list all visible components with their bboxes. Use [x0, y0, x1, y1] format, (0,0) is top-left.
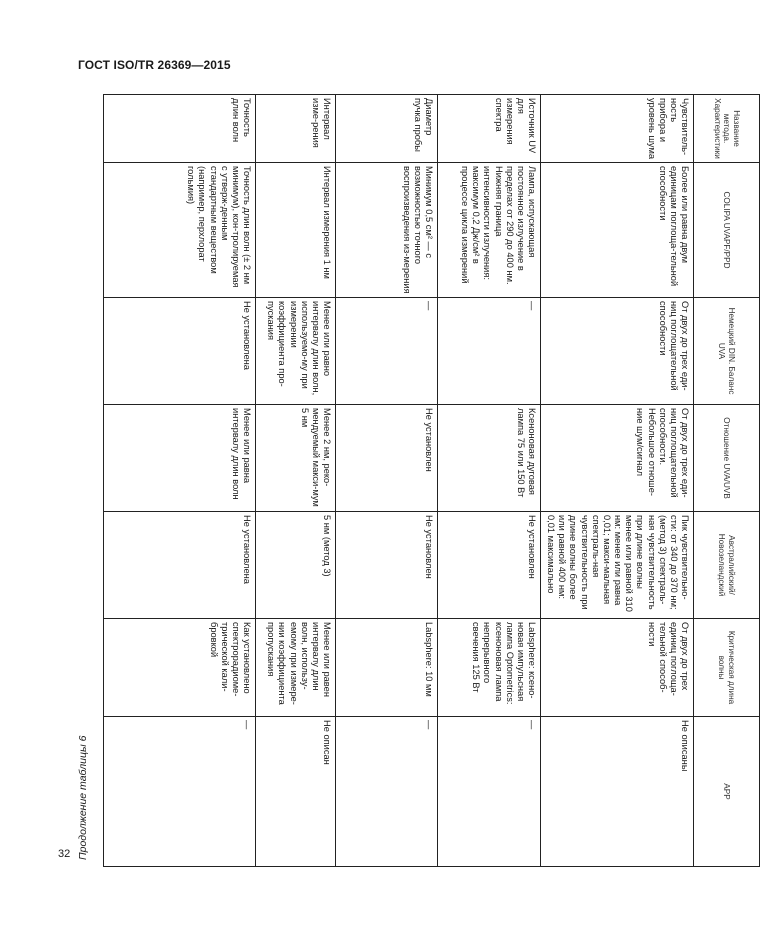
table-cell: Диаметр пучка пробы	[336, 95, 438, 163]
header-cell: APP	[694, 717, 760, 867]
page-number: 32	[58, 848, 71, 860]
header-cell: Отношение UVA/UVB	[694, 405, 760, 512]
table-cell: Интервал измерения 1 нм	[256, 163, 336, 298]
table-cell: Ксеноновая дуговая лампа 75 или 150 Вт	[438, 405, 541, 512]
table-cell: Минимум 0,5 см² — с возможностью точного воспроизведения из-мерения	[336, 163, 438, 298]
table-cell: —	[104, 717, 256, 867]
table-cell: Точность длин волн	[104, 95, 256, 163]
table-cell: —	[336, 717, 438, 867]
table-container	[104, 94, 760, 866]
table-cell: Лампа, испускающая постоянное излучение в пределах от 290 до 400 нм. Нижняя граница интенсивности излучения: максимум 0,2 Дж/см² в процессе цикла измерений	[438, 163, 541, 298]
table-cell: Не описан	[256, 717, 336, 867]
table-cell: Более или равна двум единицам поглоща-тельной способности	[541, 163, 694, 298]
table-cell: Как установлено спектрорадиоме-трической кали-бровкой	[104, 619, 256, 717]
table-cell: Менее или равно интервалу длин волн, используемо-му при измерении коэффициента про-пускания	[256, 298, 336, 405]
table-cell: Интервал изме-рения	[256, 95, 336, 163]
table-cell: Labsphere: ксено-новая импульсная лампа Optometrics: ксеноновая лампа непрерывного свечения 125 Вт	[438, 619, 541, 717]
table-cell: От двух до трех еди-ниц поглощательной способности	[541, 298, 694, 405]
table-cell: —	[336, 298, 438, 405]
table-cell: Не описаны	[541, 717, 694, 867]
table-row	[104, 95, 256, 867]
table-cell: От двух до трех еди-ниц поглощательной способности. Небольшое отноше-ние шум/сигнал	[541, 405, 694, 512]
table-cell: —	[438, 717, 541, 867]
table-cell: Менее 2 нм, реко-мендуемый макси-мум 5 нм	[256, 405, 336, 512]
header-cell: COLIPA UVAPF/PPD	[694, 163, 760, 298]
table-cell: 5 нм (метод 3)	[256, 512, 336, 619]
table-caption: Продолжение таблицы 6	[77, 735, 89, 860]
table-cell: Менее или равен интервалу длин волн, использу-емому при измере-нии коэффициента пропускания	[256, 619, 336, 717]
table-cell: —	[438, 298, 541, 405]
table-row	[336, 95, 438, 867]
table-row	[256, 95, 336, 867]
header-title: ГОСТ ISO/TR 26369—2015	[78, 58, 231, 72]
table-cell: От двух до трех единиц поглоща-тельной способ-ности	[541, 619, 694, 717]
table-cell: Labsphere: 10 мм	[336, 619, 438, 717]
table-cell: Точность длин волн (± 2 нм минимум), кон-тролируемая с утверж-денным стандартным веществом (например, перхлорат гольмия)	[104, 163, 256, 298]
table-cell: Менее или равна интервалу длин волн	[104, 405, 256, 512]
table-cell: Не установлен	[336, 512, 438, 619]
header-cell: Название метода. Характеристики	[694, 95, 760, 163]
header-cell: Критическая длина волны	[694, 619, 760, 717]
comparison-table	[103, 94, 760, 867]
table-cell: Не установлена	[104, 512, 256, 619]
table-cell: Не установлен	[438, 512, 541, 619]
table-row	[438, 95, 541, 867]
table-cell: Не установлен	[336, 405, 438, 512]
header-cell: Австралийский/ Новозеландский	[694, 512, 760, 619]
table-cell: Источник UV для измерения спектра	[438, 95, 541, 163]
table-cell: Не установлена	[104, 298, 256, 405]
header-cell: Немецкий DIN. Баланс UVA	[694, 298, 760, 405]
table-cell: Пик чувствительно-сти: от 340 до 370 нм; (метод 3) спектраль-ная чувствительность при длине волны менее или равной 310 нм: менее или равна 0,01; макси-мальная спектраль-ная чувствительность при длине волны более или равной 400 нм: 0,01 максимально	[541, 512, 694, 619]
table-row	[541, 95, 694, 867]
table-cell: Чувствитель-ность прибора и уровень шума	[541, 95, 694, 163]
table-header-row	[694, 95, 760, 867]
